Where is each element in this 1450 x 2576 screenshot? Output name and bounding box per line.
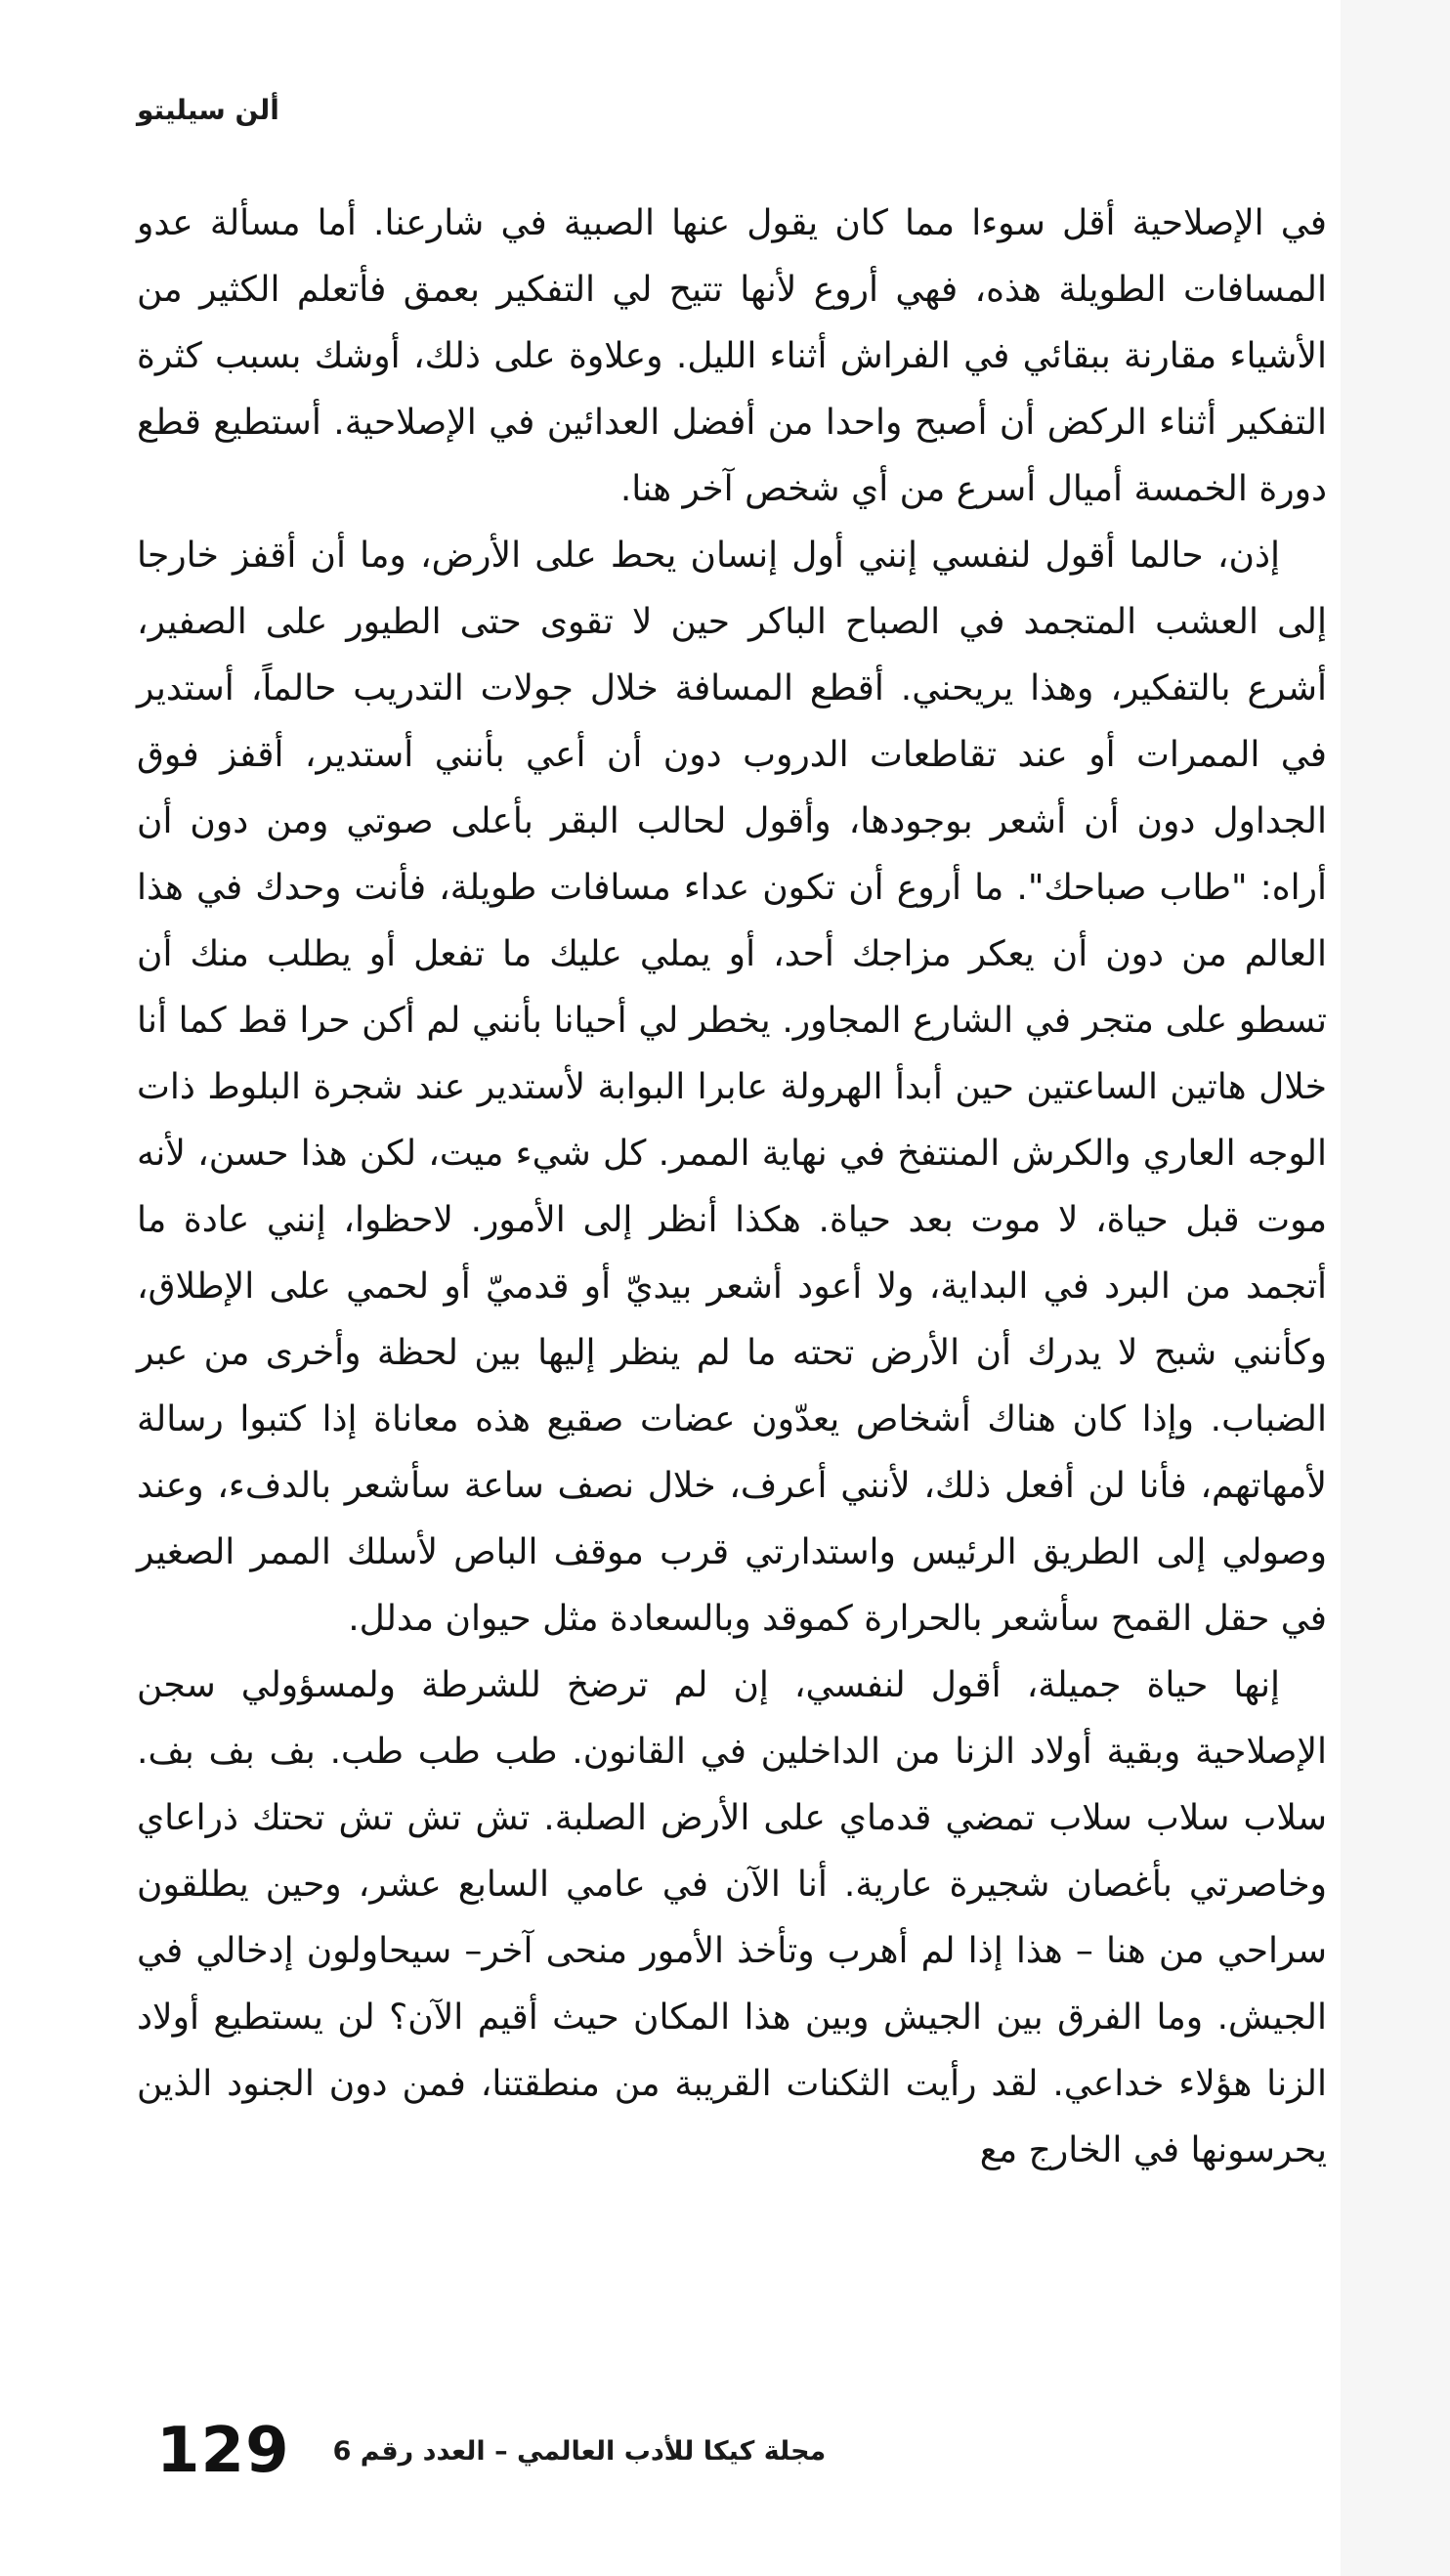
- body-text: [137, 191, 1327, 2184]
- paragraph-1: في الإصلاحية أقل سوءا مما كان يقول عنها الصبية في شارعنا. أما مسألة عدو المسافات الطويلة هذه، فهي أروع لأنها تتيح لي التفكير بعمق فأتعلم الكثير من الأشياء مقارنة ببقائي في الفراش أثناء الليل. وعلاوة على ذلك، أوشك بسبب كثرة التفكير أثناء الركض أن أصبح واحدا من أفضل العدائين في الإصلاحية. أستطيع قطع دورة الخمسة أميال أسرع من أي شخص آخر هنا.: [137, 203, 1327, 509]
- page-margin-shade: [1341, 0, 1450, 2576]
- paragraph-2: إذن، حالما أقول لنفسي إنني أول إنسان يحط على الأرض، وما أن أقفز خارجا إلى العشب المتجمد في الصباح الباكر حين لا تقوى حتى الطيور على الصفير، أشرع بالتفكير، وهذا يريحني. أقطع المسافة خلال جولات التدريب حالماً، أستدير في الممرات أو عند تقاطعات الدروب دون أن أعي بأنني أستدير، أقفز فوق الجداول دون أن أشعر بوجودها، وأقول لحالب البقر بأعلى صوتي ومن دون أن أراه: "طاب صباحك". ما أروع أن تكون عداء مسافات طويلة، فأنت وحدك في هذا العالم من دون أن يعكر مزاجك أحد، أو يملي عليك ما تفعل أو يطلب منك أن تسطو على متجر في الشارع المجاور. يخطر لي أحيانا بأنني لم أكن حرا قط كما أنا خلال هاتين الساعتين حين أبدأ الهرولة عابرا البوابة لأستدير عند شجرة البلوط ذات الوجه العاري والكرش المنتفخ في نهاية الممر. كل شيء ميت، لكن هذا حسن، لأنه موت قبل حياة، لا موت بعد حياة. هكذا أنظر إلى الأمور. لاحظوا، إنني عادة ما أتجمد من البرد في البداية، ولا أعود أشعر بيديّ أو قدميّ أو لحمي على الإطلاق، وكأنني شبح لا يدرك أن الأرض تحته ما لم ينظر إليها بين لحظة وأخرى من عبر الضباب. وإذا كان هناك أشخاص يعدّون عضات صقيع هذه معاناة إذا كتبوا رسالة لأمهاتهم، فأنا لن أفعل ذلك، لأنني أعرف، خلال نصف ساعة سأشعر بالدفء، وعند وصولي إلى الطريق الرئيس واستدارتي قرب موقف الباص لأسلك الممر الصغير في حقل القمح سأشعر بالحرارة كموقد وبالسعادة مثل حيوان مدلل.: [137, 536, 1327, 1639]
- page-number: 129: [156, 2415, 290, 2487]
- running-head-author: ألن سيليتو: [137, 94, 279, 126]
- page-footer: [156, 2412, 899, 2490]
- paragraph-3: إنها حياة جميلة، أقول لنفسي، إن لم ترضخ للشرطة ولمسؤولي سجن الإصلاحية وبقية أولاد الزنا من الداخلين في القانون. طب طب طب. بف بف بف. سلاب سلاب سلاب تمضي قدماي على الأرض الصلبة. تش تش تش تحتك ذراعاي وخاصرتي بأغصان شجيرة عارية. أنا الآن في عامي السابع عشر، وحين يطلقون سراحي من هنا – هذا إذا لم أهرب وتأخذ الأمور منحى آخر– سيحاولون إدخالي في الجيش. وما الفرق بين الجيش وبين هذا المكان حيث أقيم الآن؟ لن يستطيع أولاد الزنا هؤلاء خداعي. لقد رأيت الثكنات القريبة من منطقتنا، فمن دون الجنود الذين يحرسونها في الخارج مع: [137, 1665, 1327, 2170]
- journal-title: مجلة كيكا للأدب العالمي – العدد رقم 6: [332, 2435, 827, 2467]
